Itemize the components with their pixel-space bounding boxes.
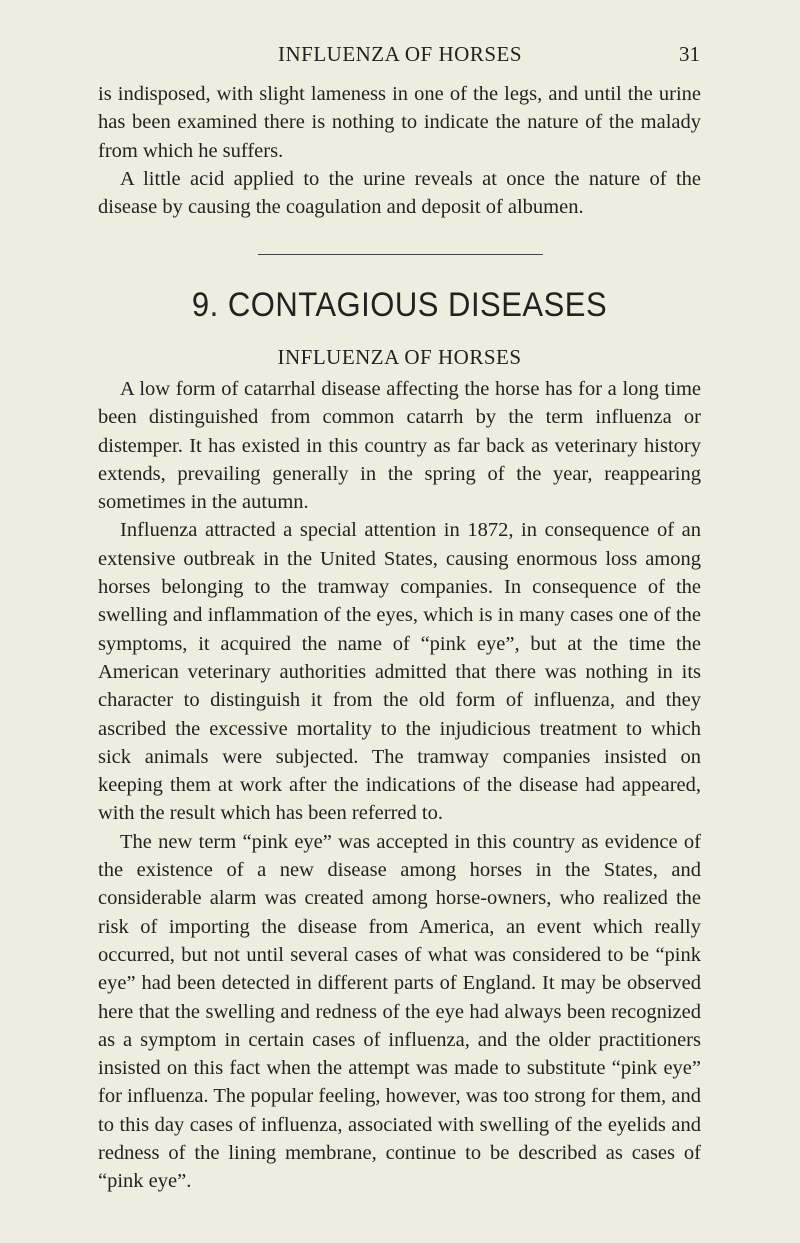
section-divider-rule bbox=[258, 254, 543, 255]
section-title: INFLUENZA OF HORSES bbox=[277, 345, 522, 369]
paragraph-1872-outbreak: Influenza attracted a special attention in 1872, in consequence of an extensive outbreak in the United States, causing enormous loss among horses belonging to the tramway companies. In consequence of the swelling and inflammation of the eyes, which is in many cases one of the symptoms, it acquired the name of “pink eye”, but at the time the American veterinary authorities admitted that there was nothing in its character to distinguish it from the old form of influenza, and they ascribed the excessive mortality to the injudicious treatment to which sick animals were subjected. The tramway companies insisted on keeping them at work after the indications of the disease had appeared, with the result which has been referred to. bbox=[98, 519, 701, 825]
paragraph-catarrhal: A low form of catarrhal disease affecting the horse has for a long time been distinguished from common catarrh by the term influenza or distemper. It has existed in this country as far back as veterinary history extends, prevailing generally in the spring of the year, reappearing sometimes in the autumn. bbox=[98, 378, 701, 514]
running-title: INFLUENZA OF HORSES bbox=[277, 42, 523, 66]
section-body bbox=[98, 375, 701, 1196]
running-head bbox=[100, 42, 700, 72]
paragraph-acid: A little acid applied to the urine reveals at once the nature of the disease by causing the coagulation and deposit of albumen. bbox=[98, 167, 701, 219]
carryover-text bbox=[98, 80, 701, 221]
paragraph-pink-eye: The new term “pink eye” was accepted in this country as evidence of the existence of a new disease among horses in the States, and considerable alarm was created among horse-owners, who realized the risk of importing the disease from America, an event which really occurred, but not until several cases of what was considered to be “pink eye” had been detected in different parts of England. It may be observed here that the swelling and redness of the eye had always been recognized as a symptom in certain cases of influenza, and the older practitioners insisted on this fact when the attempt was made to substitute “pink eye” for influenza. The popular feeling, however, was too strong for them, and to this day cases of influenza, associated with swelling of the eyelids and redness of the lining membrane, continue to be described as cases of “pink eye”. bbox=[98, 830, 701, 1193]
page-number: 31 bbox=[679, 42, 700, 66]
paragraph-carryover: is indisposed, with slight lameness in one of the legs, and until the urine has been examined there is nothing to indicate the nature of the malady from which he suffers. bbox=[98, 83, 701, 162]
chapter-title: 9. CONTAGIOUS DISEASES bbox=[191, 284, 608, 325]
